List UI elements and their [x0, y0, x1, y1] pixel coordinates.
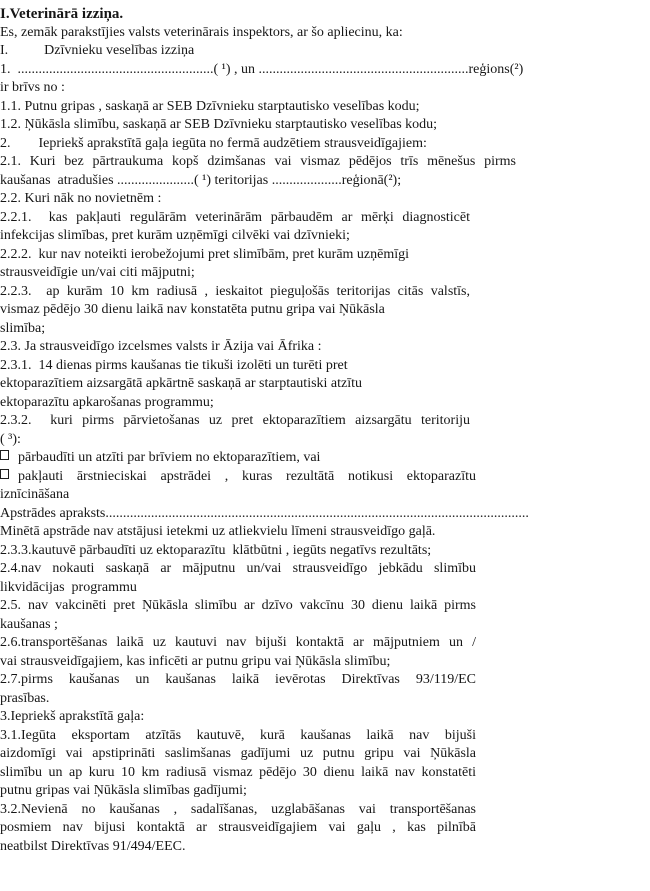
clause-3-2-end: neatbilst Direktīvas 91/494/EEC. [0, 838, 186, 854]
option-treated-label: pakļauti ārstnieciskai apstrādei , kuras rezultātā notikusi ektoparazītu [18, 468, 476, 484]
clause-2-7: 2.7.pirms kaušanas un kaušanas laikā ievērotas Direktīvas 93/119/EC [0, 672, 476, 687]
clause-2: 2. Iepriekš aprakstītā gaļa iegūta no fermā audzētiem strausveidīgajiem: [0, 135, 427, 151]
checkbox-icon [0, 450, 9, 460]
clause-3-1-cont-2: slimību un ap kuru 10 km radiusā vismaz pēdējo 30 dienu laikā nav konstatēti [0, 764, 476, 780]
clause-2-2-2: 2.2.2. kur nav noteikti ierobežojumi pret slimībām, pret kurām uzņēmīgi [0, 246, 410, 262]
section-marker: I. [0, 43, 9, 58]
clause-2-3-2: 2.3.2. kuri pirms pārvietošanas uz pret ektoparazītiem aizsargātu teritoriju [0, 413, 470, 428]
option-treated-cont: iznīcināšana [0, 487, 70, 502]
clause-2-3-3: 2.3.3.kautuvē pārbaudīti uz ektoparazītu klātbūtni , iegūts negatīvs rezultāts; [0, 542, 432, 558]
option-checked-free [0, 449, 650, 468]
clause-2-3: 2.3. Ja strausveidīgo izcelsmes valsts ir Āzija vai Āfrika : [0, 339, 322, 354]
section-heading-row [0, 42, 650, 61]
checkbox-icon [0, 469, 9, 479]
clause-3-1-end: putnu gripas vai Ņūkāsla slimības gadījumi; [0, 783, 247, 798]
declaration-intro: Es, zemāk parakstījies valsts veterinārais inspektors, ar šo apliecinu, ka: [0, 24, 403, 40]
clause-2-6: 2.6.transportēšanas laikā uz kautuvi nav bijuši kontaktā ar mājputniem un / [0, 635, 476, 650]
clause-2-3-1-end: ektoparazītu apkarošanas programmu; [0, 394, 214, 410]
clause-2-2-1: 2.2.1. kas pakļauti regulārām veterinārām pārbaudēm ar mērķi diagnosticēt [0, 209, 470, 225]
clause-3-2: 3.2.Nevienā no kaušanas , sadalīšanas, uzglabāšanas vai transportēšanas [0, 801, 476, 817]
clause-2-4-cont: likvidācijas programmu [0, 579, 137, 595]
clause-2-6-cont: vai strausveidīgajiem, kas inficēti ar putnu gripu vai Ņūkāsla slimību; [0, 653, 391, 669]
footnote-3-marker: ( ³): [0, 431, 21, 447]
treatment-note: Minētā apstrāde nav atstājusi ietekmi uz atliekvielu līmeni strausveidīgo gaļā. [0, 524, 436, 539]
clause-3-1-cont-1: aizdomīgi vai apstiprināti saslimšanas gadījumi uz putnu gripu vai Ņūkāsla [0, 746, 476, 761]
clause-2-2-3: 2.2.3. ap kurām 10 km radiusā , ieskaitot pieguļošās teritorijas citās valstīs, [0, 283, 470, 299]
option-treated [0, 468, 476, 487]
clause-3-2-cont: posmiem nav bijusi kontaktā ar strausveidīgajiem vai gaļu , kas pilnībā [0, 820, 476, 835]
clause-2-2-3-cont: vismaz pēdējo 30 dienu laikā nav konstatēta putnu gripa vai Ņūkāsla [0, 302, 385, 317]
clause-2-2: 2.2. Kuri nāk no novietnēm : [0, 191, 162, 206]
clause-2-3-1-cont: ektoparazītiem aizsargātā apkārtnē saskaņā ar starptautiski atzītu [0, 376, 363, 391]
clause-1-2: 1.2. Ņūkāsla slimību, saskaņā ar SEB Dzīvnieku starptautisko veselības kodu; [0, 117, 438, 132]
clause-2-4: 2.4.nav nokauti saskaņā ar mājputnu un/vai strausveidīgo jebkādu slimību [0, 561, 476, 576]
clause-2-2-3-end: slimība; [0, 320, 46, 336]
option-checked-free-label: pārbaudīti un atzīti par brīviem no ektoparazītiem, vai [18, 450, 321, 465]
clause-1-1: 1.1. Putnu gripas , saskaņā ar SEB Dzīvnieku starptautisko veselības kodu; [0, 98, 420, 114]
clause-2-2-1-cont: infekcijas slimības, pret kurām uzņēmīgi cilvēki vai dzīvnieki; [0, 228, 350, 243]
free-from-label: ir brīvs no : [0, 80, 65, 95]
clause-2-5: 2.5. nav vakcinēti pret Ņūkāsla slimību ar dzīvo vakcīnu 30 dienu laikā pirms [0, 598, 476, 613]
clause-2-7-cont: prasības. [0, 690, 50, 706]
clause-2-2-2-cont: strausveidīgie un/vai citi mājputni; [0, 265, 195, 280]
section-heading: Dzīvnieku veselības izziņa [44, 43, 195, 58]
clause-2-1-cont: kaušanas atradušies ......................( ¹) teritorijas ....................reģionā(²); [0, 172, 402, 188]
certificate-title: I.Veterinārā izziņa. [0, 6, 124, 22]
clause-2-3-1: 2.3.1. 14 dienas pirms kaušanas tie tikuši izolēti un turēti pret [0, 357, 348, 373]
clause-3-1: 3.1.Iegūta eksportam atzītās kautuvē, kurā kaušanas laikā nav bijuši [0, 727, 476, 743]
clause-2-5-cont: kaušanas ; [0, 616, 58, 632]
clause-3: 3.Iepriekš aprakstītā gaļa: [0, 709, 145, 724]
clause-2-1: 2.1. Kuri bez pārtraukuma kopš dzimšanas vai vismaz pēdējos trīs mēnešus pirms [0, 154, 516, 169]
treatment-description-dotted-line: Apstrādes apraksts......................................................................................................................... [0, 505, 529, 521]
clause-1-dotted-line: 1. ........................................................( ¹) , un ............................................................reģions(²) [0, 61, 524, 77]
